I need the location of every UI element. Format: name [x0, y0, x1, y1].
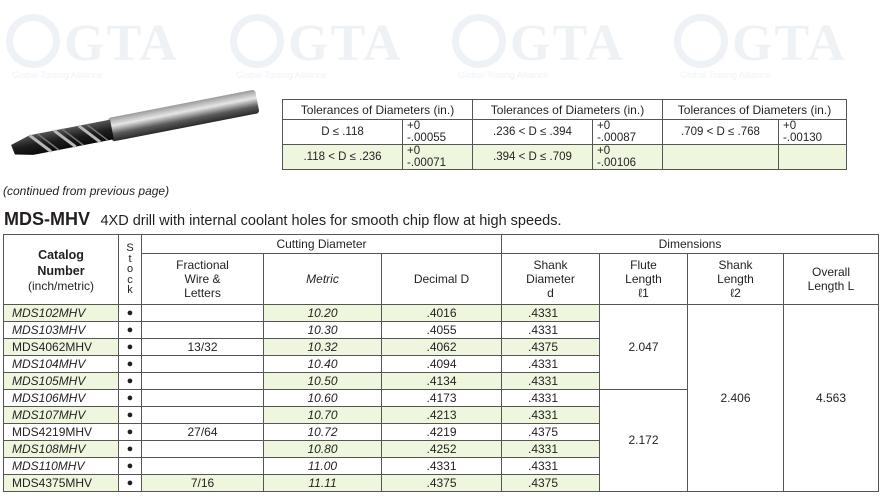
- catalog-number: MDS103MHV: [4, 322, 119, 339]
- metric-value: 10.80: [264, 441, 382, 458]
- catalog-number: MDS4062MHV: [4, 339, 119, 356]
- decimal-value: .4016: [382, 305, 502, 322]
- stock-dot: ●: [119, 390, 142, 407]
- fractional-cell: [142, 356, 264, 373]
- flute-length-header: [600, 254, 688, 305]
- shank-diameter-header: [502, 254, 600, 305]
- tolerance-range: D ≤ .118: [283, 120, 403, 145]
- gta-watermark: [0, 6, 885, 81]
- catalog-number: MDS105MHV: [4, 373, 119, 390]
- decimal-value: .4173: [382, 390, 502, 407]
- drill-image: [0, 88, 265, 168]
- catalog-number: MDS4219MHV: [4, 424, 119, 441]
- watermark-text: GTA: [732, 15, 847, 72]
- fractional-cell: [142, 407, 264, 424]
- decimal-value: .4134: [382, 373, 502, 390]
- shank-diameter-value: .4375: [502, 475, 600, 492]
- shank-length-label: Shank Length ℓ2: [717, 258, 754, 300]
- catalog-number: MDS104MHV: [4, 356, 119, 373]
- watermark-subtext: Global Tooling Alliance: [458, 70, 549, 80]
- tolerance-header: Tolerances of Diameters (in.): [663, 100, 847, 120]
- metric-value: 10.32: [264, 339, 382, 356]
- fractional-cell: [142, 390, 264, 407]
- overall-length-label: Overall Length L: [807, 265, 855, 293]
- fractional-value: 13/32: [142, 339, 264, 356]
- stock-header-label: Stock: [126, 242, 134, 297]
- stock-header: [119, 235, 142, 305]
- decimal-value: .4213: [382, 407, 502, 424]
- watermark-subtext: Global Tooling Alliance: [236, 70, 327, 80]
- tolerance-table: [282, 99, 847, 170]
- fractional-cell: [142, 305, 264, 322]
- stock-dot: ●: [119, 475, 142, 492]
- tolerance-value: +0 -.00071: [403, 145, 473, 170]
- shank-diameter-label: Shank Diameter d: [526, 258, 575, 300]
- dimensions-header: Dimensions: [502, 235, 879, 254]
- series-heading: [4, 209, 561, 230]
- stock-dot: ●: [119, 356, 142, 373]
- drill-spec-table: [3, 234, 879, 492]
- fractional-cell: [142, 441, 264, 458]
- catalog-number: MDS102MHV: [4, 305, 119, 322]
- metric-value: 10.60: [264, 390, 382, 407]
- stock-dot: ●: [119, 339, 142, 356]
- catalog-header-label: Catalog Number: [37, 247, 85, 278]
- tolerance-header: Tolerances of Diameters (in.): [473, 100, 663, 120]
- decimal-value: .4375: [382, 475, 502, 492]
- fractional-cell: [142, 373, 264, 390]
- stock-dot: ●: [119, 441, 142, 458]
- overall-length-header: [784, 254, 879, 305]
- fractional-header: [142, 254, 264, 305]
- metric-value: 11.11: [264, 475, 382, 492]
- shank-diameter-value: .4375: [502, 424, 600, 441]
- fractional-value: 7/16: [142, 475, 264, 492]
- series-description: 4XD drill with internal coolant holes for smooth chip flow at high speeds.: [100, 213, 562, 229]
- flute-length-value: 2.047: [600, 305, 688, 390]
- shank-diameter-value: .4331: [502, 458, 600, 475]
- decimal-value: .4331: [382, 458, 502, 475]
- decimal-value: .4094: [382, 356, 502, 373]
- catalog-number: MDS4375MHV: [4, 475, 119, 492]
- shank-diameter-value: .4375: [502, 339, 600, 356]
- decimal-value: .4055: [382, 322, 502, 339]
- tolerance-range: .118 < D ≤ .236: [283, 145, 403, 170]
- series-code: MDS-MHV: [4, 209, 90, 229]
- fractional-value: 27/64: [142, 424, 264, 441]
- table-row: [4, 305, 879, 322]
- metric-value: 10.20: [264, 305, 382, 322]
- shank-length-header: [688, 254, 784, 305]
- continued-note: (continued from previous page): [3, 184, 170, 198]
- shank-diameter-value: .4331: [502, 407, 600, 424]
- cutting-diameter-header: Cutting Diameter: [142, 235, 502, 254]
- shank-diameter-value: .4331: [502, 356, 600, 373]
- shank-length-value: 2.406: [688, 305, 784, 492]
- stock-dot: ●: [119, 322, 142, 339]
- tolerance-value: +0 -.00055: [403, 120, 473, 145]
- shank-diameter-value: .4331: [502, 390, 600, 407]
- stock-dot: ●: [119, 305, 142, 322]
- watermark-text: GTA: [288, 15, 403, 72]
- catalog-number: MDS107MHV: [4, 407, 119, 424]
- flute-length-value: 2.172: [600, 390, 688, 492]
- catalog-number-header: [4, 235, 119, 305]
- watermark-text: GTA: [64, 15, 179, 72]
- tolerance-range: [663, 145, 779, 170]
- stock-dot: ●: [119, 458, 142, 475]
- watermark-subtext: Global Tooling Alliance: [12, 70, 103, 80]
- catalog-number: MDS108MHV: [4, 441, 119, 458]
- metric-value: 11.00: [264, 458, 382, 475]
- watermark-subtext: Global Tooling Alliance: [680, 70, 771, 80]
- stock-dot: ●: [119, 373, 142, 390]
- shank-diameter-value: .4331: [502, 441, 600, 458]
- shank-diameter-value: .4331: [502, 322, 600, 339]
- metric-header: Metric: [264, 254, 382, 305]
- tolerance-header: Tolerances of Diameters (in.): [283, 100, 473, 120]
- metric-value: 10.72: [264, 424, 382, 441]
- decimal-value: .4219: [382, 424, 502, 441]
- stock-dot: ●: [119, 407, 142, 424]
- tolerance-value: +0 -.00130: [779, 120, 847, 145]
- tolerance-range: .236 < D ≤ .394: [473, 120, 593, 145]
- tolerance-range: .394 < D ≤ .709: [473, 145, 593, 170]
- shank-diameter-value: .4331: [502, 305, 600, 322]
- fractional-cell: [142, 458, 264, 475]
- metric-value: 10.70: [264, 407, 382, 424]
- tolerance-range: .709 < D ≤ .768: [663, 120, 779, 145]
- metric-value: 10.50: [264, 373, 382, 390]
- watermark-text: GTA: [510, 15, 625, 72]
- flute-length-label: Flute Length ℓ1: [625, 258, 662, 300]
- tolerance-value: [779, 145, 847, 170]
- fractional-cell: [142, 322, 264, 339]
- catalog-number: MDS106MHV: [4, 390, 119, 407]
- metric-value: 10.30: [264, 322, 382, 339]
- shank-diameter-value: .4331: [502, 373, 600, 390]
- metric-value: 10.40: [264, 356, 382, 373]
- decimal-value: .4062: [382, 339, 502, 356]
- catalog-header-sub: (inch/metric): [27, 278, 94, 293]
- catalog-number: MDS110MHV: [4, 458, 119, 475]
- decimal-header: Decimal D: [382, 254, 502, 305]
- decimal-value: .4252: [382, 441, 502, 458]
- tolerance-value: +0 -.00087: [593, 120, 663, 145]
- overall-length-value: 4.563: [784, 305, 879, 492]
- stock-dot: ●: [119, 424, 142, 441]
- tolerance-value: +0 -.00106: [593, 145, 663, 170]
- fractional-header-label: Fractional Wire & Letters: [176, 258, 229, 300]
